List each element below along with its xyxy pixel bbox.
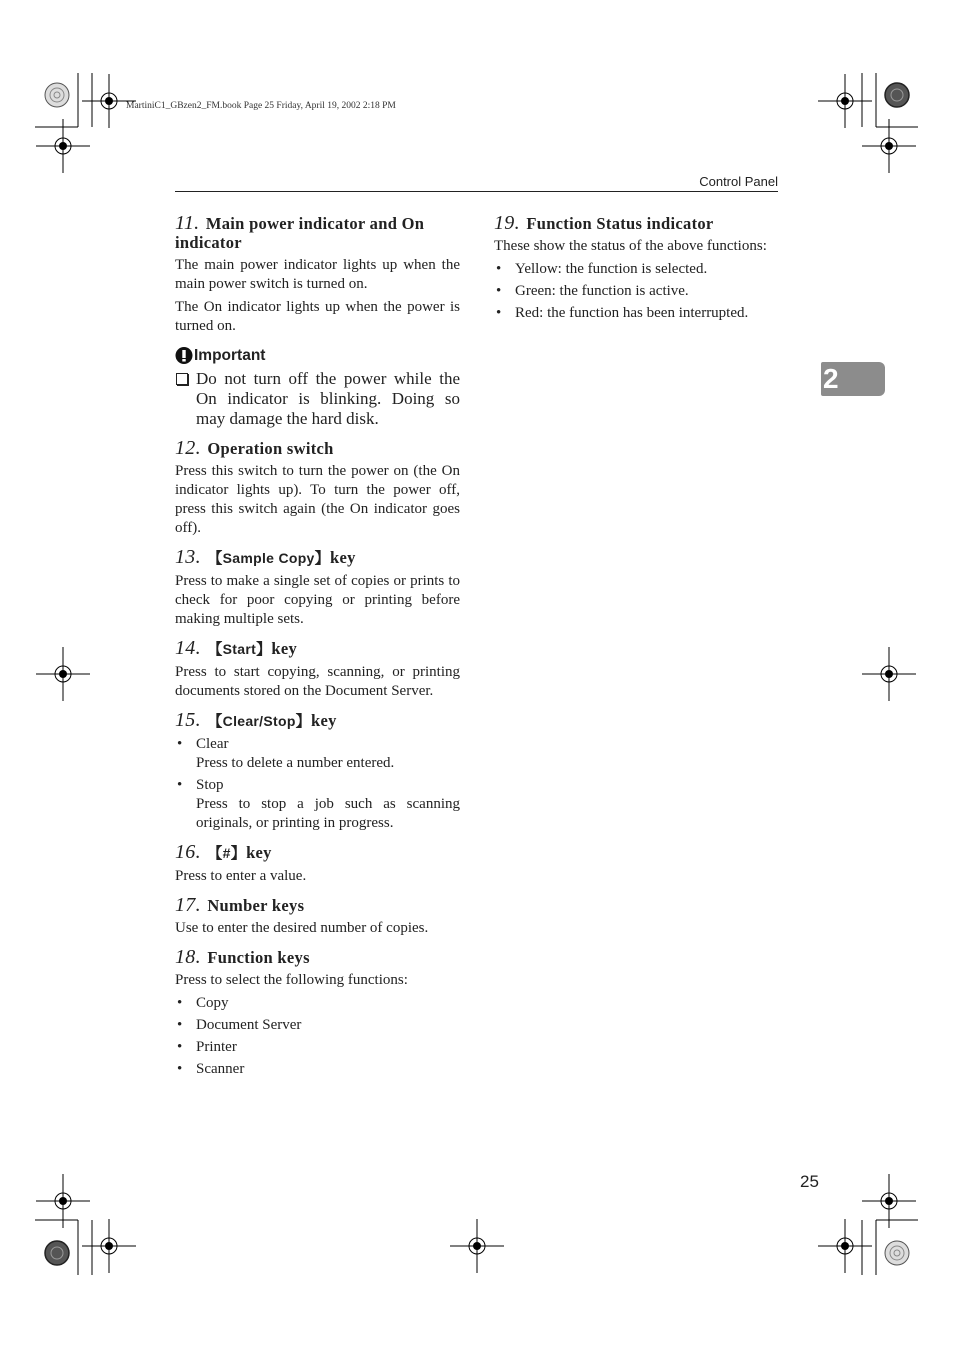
item-number: 16. — [175, 841, 201, 863]
item-title-suffix: key — [310, 711, 337, 730]
checkbox-icon — [176, 373, 188, 385]
item-number: 17. — [175, 894, 201, 916]
running-header: Control Panel — [699, 174, 778, 189]
item-paragraph: The main power indicator lights up when the main power switch is turned on. — [175, 257, 460, 292]
bracket-close-icon: 】 — [256, 640, 272, 658]
item-19 — [494, 214, 779, 323]
item-number: 15. — [175, 709, 201, 731]
bracket-open-icon: 【 — [207, 549, 223, 567]
bullet-list — [175, 735, 460, 833]
key-name: Start — [222, 641, 257, 657]
item-18 — [175, 948, 460, 1079]
item-title-suffix: key — [246, 843, 272, 862]
item-number: 18. — [175, 946, 201, 968]
item-heading — [175, 896, 460, 915]
left-column — [175, 214, 460, 1089]
item-title: Operation switch — [207, 439, 334, 458]
key-name: # — [222, 845, 231, 861]
item-paragraph: Press to select the following functions: — [175, 972, 408, 988]
item-heading — [175, 548, 460, 568]
bullet-list — [494, 260, 779, 323]
item-heading — [175, 948, 460, 967]
header-rule — [175, 191, 778, 192]
list-item — [175, 735, 460, 773]
bracket-close-icon: 】 — [230, 844, 247, 862]
item-12 — [175, 439, 460, 538]
bullet-desc: Press to stop a job such as scanning originals, or printing in progress. — [196, 796, 460, 831]
item-title: Main power indicator and On indicator — [175, 214, 425, 252]
print-info: MartiniC1_GBzen2_FM.book Page 25 Friday, April 19, 2002 2:18 PM — [126, 101, 396, 111]
item-title: Function keys — [207, 948, 310, 967]
item-heading — [175, 639, 460, 659]
item-title-suffix: key — [329, 548, 356, 567]
item-paragraph: The On indicator lights up when the power is turned on. — [175, 299, 460, 334]
bracket-open-icon: 【 — [207, 712, 223, 730]
item-17 — [175, 896, 460, 938]
important-note — [175, 369, 460, 429]
important-label: Important — [194, 346, 266, 364]
item-title: Number keys — [207, 896, 305, 915]
item-title: Function Status indicator — [526, 214, 714, 233]
list-item: • Printer — [175, 1038, 460, 1057]
page-number: 25 — [800, 1172, 819, 1191]
important-heading — [175, 346, 460, 365]
list-item: • Red: the function has been interrupted. — [494, 304, 779, 323]
important-icon — [175, 346, 193, 365]
item-heading — [175, 214, 460, 252]
item-number: 11. — [175, 212, 200, 234]
bracket-open-icon: 【 — [207, 844, 223, 862]
key-name: Clear/Stop — [222, 713, 296, 729]
item-number: 19. — [494, 212, 520, 234]
item-paragraph: Press to make a single set of copies or prints to check for poor copying or printing before making multiple sets. — [175, 573, 460, 627]
bracket-close-icon: 】 — [314, 549, 330, 567]
color-wheel-mark — [885, 1241, 909, 1265]
color-wheel-mark — [45, 1241, 69, 1265]
item-number: 12. — [175, 437, 201, 459]
item-paragraph: Use to enter the desired number of copies. — [175, 920, 429, 936]
item-number: 14. — [175, 637, 201, 659]
item-number: 13. — [175, 546, 201, 568]
bullet-label: • Stop — [196, 777, 224, 793]
item-title-suffix: key — [271, 639, 298, 658]
item-heading — [175, 439, 460, 458]
list-item: • Scanner — [175, 1060, 460, 1079]
chapter-tab: 2 — [821, 362, 885, 396]
item-14 — [175, 639, 460, 701]
item-paragraph: Press to enter a value. — [175, 868, 307, 884]
list-item: • Green: the function is active. — [494, 282, 779, 301]
item-paragraph: Press to start copying, scanning, or printing documents stored on the Document Server. — [175, 664, 460, 699]
right-column — [494, 214, 779, 333]
bracket-close-icon: 】 — [295, 712, 311, 730]
item-13 — [175, 548, 460, 629]
important-note-text: Do not turn off the power while the On indicator is blinking. Doing so may damage the hard disk. — [196, 369, 460, 428]
item-heading — [494, 214, 779, 233]
item-paragraph: Press this switch to turn the power on (the On indicator lights up). To turn the power off, press this switch again (the On indicator goes off). — [175, 463, 460, 536]
bullet-list — [175, 994, 460, 1079]
item-paragraph: These show the status of the above functions: — [494, 238, 767, 254]
list-item: • Copy — [175, 994, 460, 1013]
key-name: Sample Copy — [222, 550, 315, 566]
list-item: • Yellow: the function is selected. — [494, 260, 779, 279]
bracket-open-icon: 【 — [207, 640, 223, 658]
list-item: • Document Server — [175, 1016, 460, 1035]
item-16 — [175, 843, 460, 886]
list-item — [175, 776, 460, 833]
color-wheel-mark — [45, 83, 69, 107]
bullet-desc: Press to delete a number entered. — [196, 755, 395, 771]
item-heading — [175, 711, 460, 731]
item-heading — [175, 843, 460, 863]
color-wheel-mark — [885, 83, 909, 107]
bullet-label: • Clear — [196, 736, 229, 752]
item-15 — [175, 711, 460, 833]
item-11 — [175, 214, 460, 429]
